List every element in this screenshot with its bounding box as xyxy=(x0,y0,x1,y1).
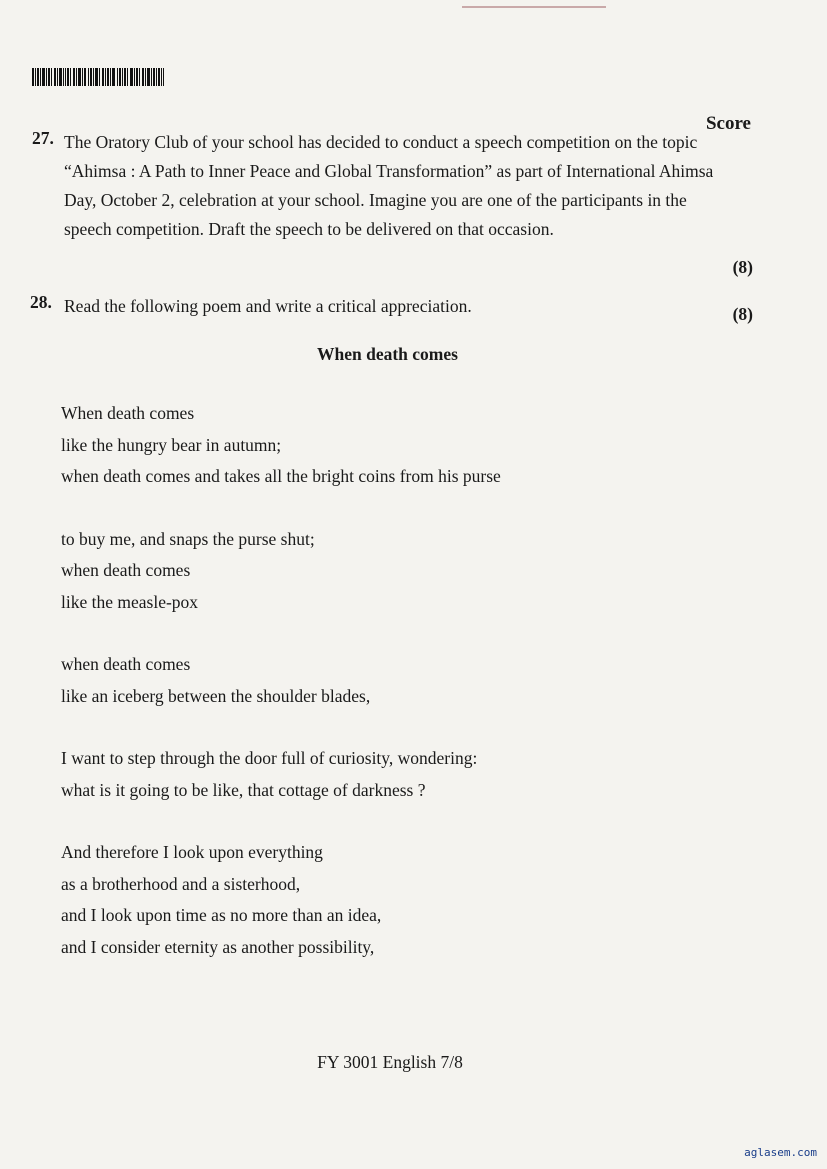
poem-stanza xyxy=(61,743,501,806)
top-edge-mark xyxy=(462,6,606,8)
barcode-image xyxy=(32,68,164,86)
poem-stanza xyxy=(61,837,501,963)
poem-line: And therefore I look upon everything xyxy=(61,842,323,862)
question-marks: (8) xyxy=(732,257,753,277)
question-marks: (8) xyxy=(732,304,753,324)
question-text: The Oratory Club of your school has decided to conduct a speech competition on the topic “Ahimsa : A Path to Inner Peace and Global Transformation” as part of International Ahimsa Day, October 2, celebration at your school. Imagine you are one of the participants in the speech competition. Draft the speech to be delivered on that occasion. xyxy=(64,132,714,239)
question-number: 27. xyxy=(32,128,54,148)
poem-line: like the measle-pox xyxy=(61,591,199,612)
poem-line: what is it going to be like, that cottage of darkness ? xyxy=(61,779,426,800)
watermark: aglasem.com xyxy=(744,1146,817,1159)
poem-line: and I consider eternity as another possibility, xyxy=(61,936,375,957)
poem-line: When death comes xyxy=(61,403,195,423)
poem-line: I want to step through the door full of curiosity, wondering: xyxy=(61,748,478,768)
question-number: 28. xyxy=(30,292,52,312)
score-label: Score xyxy=(705,113,751,134)
poem-line: when death comes and takes all the bright coins from his purse xyxy=(61,466,501,486)
question-text: Read the following poem and write a critical appreciation. xyxy=(64,296,472,316)
poem-line: like the hungry bear in autumn; xyxy=(61,434,282,455)
poem-title: When death comes xyxy=(317,344,458,364)
poem-body xyxy=(61,398,501,994)
poem-line: when death comes xyxy=(61,654,191,674)
poem-line: like an iceberg between the shoulder blades, xyxy=(61,685,371,706)
poem-stanza xyxy=(61,398,501,493)
poem-stanza xyxy=(61,649,501,712)
poem-line: when death comes xyxy=(61,560,191,580)
poem-line: as a brotherhood and a sisterhood, xyxy=(61,873,301,894)
poem-line: and I look upon time as no more than an idea, xyxy=(61,905,382,925)
poem-line: to buy me, and snaps the purse shut; xyxy=(61,528,315,549)
page-footer: FY 3001 English 7/8 xyxy=(317,1052,463,1072)
poem-stanza xyxy=(61,524,501,619)
